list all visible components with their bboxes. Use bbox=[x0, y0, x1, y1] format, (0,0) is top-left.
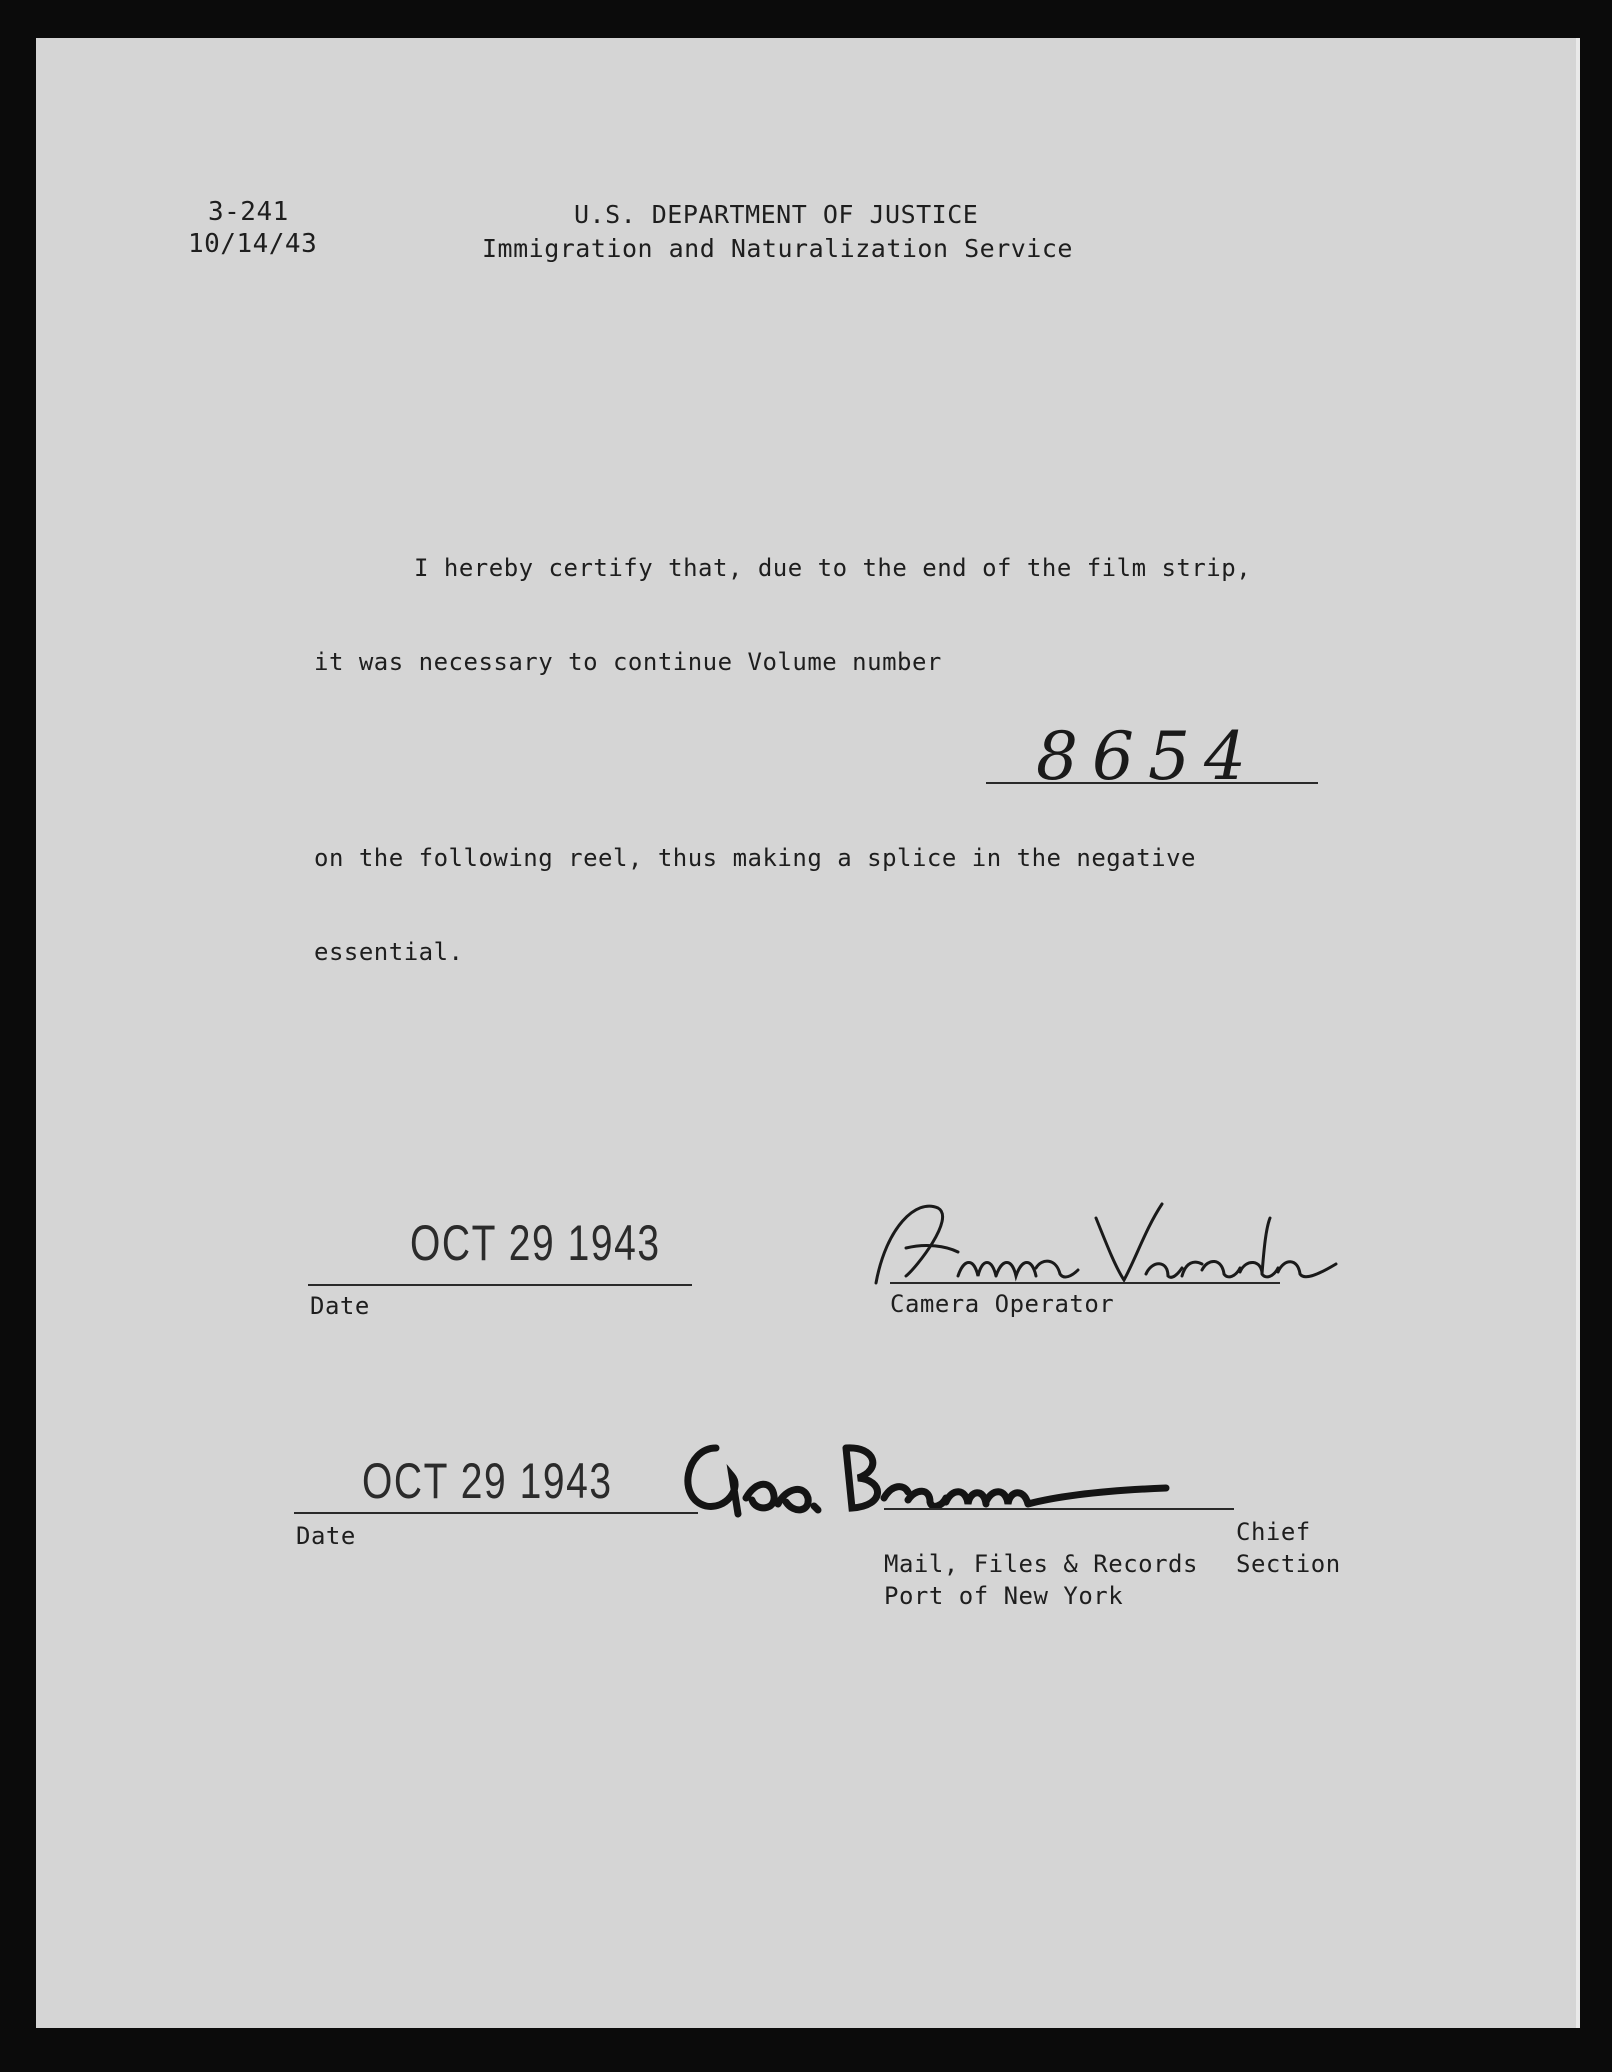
camera-operator-line bbox=[890, 1282, 1280, 1284]
body-line-1: I hereby certify that, due to the end of the film strip, bbox=[414, 554, 1252, 582]
date-label-2: Date bbox=[296, 1522, 356, 1550]
office-line-2: Port of New York bbox=[884, 1582, 1124, 1610]
date-line-1 bbox=[308, 1284, 692, 1286]
date-line-2 bbox=[294, 1512, 698, 1514]
department-title: Immigration and Naturalization Service bbox=[482, 234, 1073, 263]
chief-signature bbox=[646, 1418, 1226, 1528]
form-code-block bbox=[188, 196, 317, 260]
date-label-1: Date bbox=[310, 1292, 370, 1320]
body-line-3: on the following reel, thus making a splice in the negative bbox=[314, 844, 1197, 872]
volume-number: 8654 bbox=[1036, 718, 1260, 795]
date-stamp-2: OCT 29 1943 bbox=[362, 1453, 613, 1509]
chief-signature-line bbox=[884, 1508, 1234, 1510]
section-label: Section bbox=[1236, 1550, 1341, 1578]
office-line-1: Mail, Files & Records bbox=[884, 1550, 1198, 1578]
body-line-4: essential. bbox=[314, 938, 464, 966]
date-stamp-1: OCT 29 1943 bbox=[410, 1215, 661, 1271]
camera-operator-label: Camera Operator bbox=[890, 1290, 1115, 1318]
agency-title: U.S. DEPARTMENT OF JUSTICE bbox=[574, 200, 979, 229]
paper-sheet bbox=[36, 38, 1580, 2028]
body-line-2: it was necessary to continue Volume number bbox=[314, 648, 942, 676]
form-date: 10/14/43 bbox=[188, 229, 318, 259]
document-header bbox=[482, 198, 1073, 266]
form-code: 3-241 bbox=[208, 197, 289, 227]
chief-label: Chief bbox=[1236, 1518, 1311, 1546]
